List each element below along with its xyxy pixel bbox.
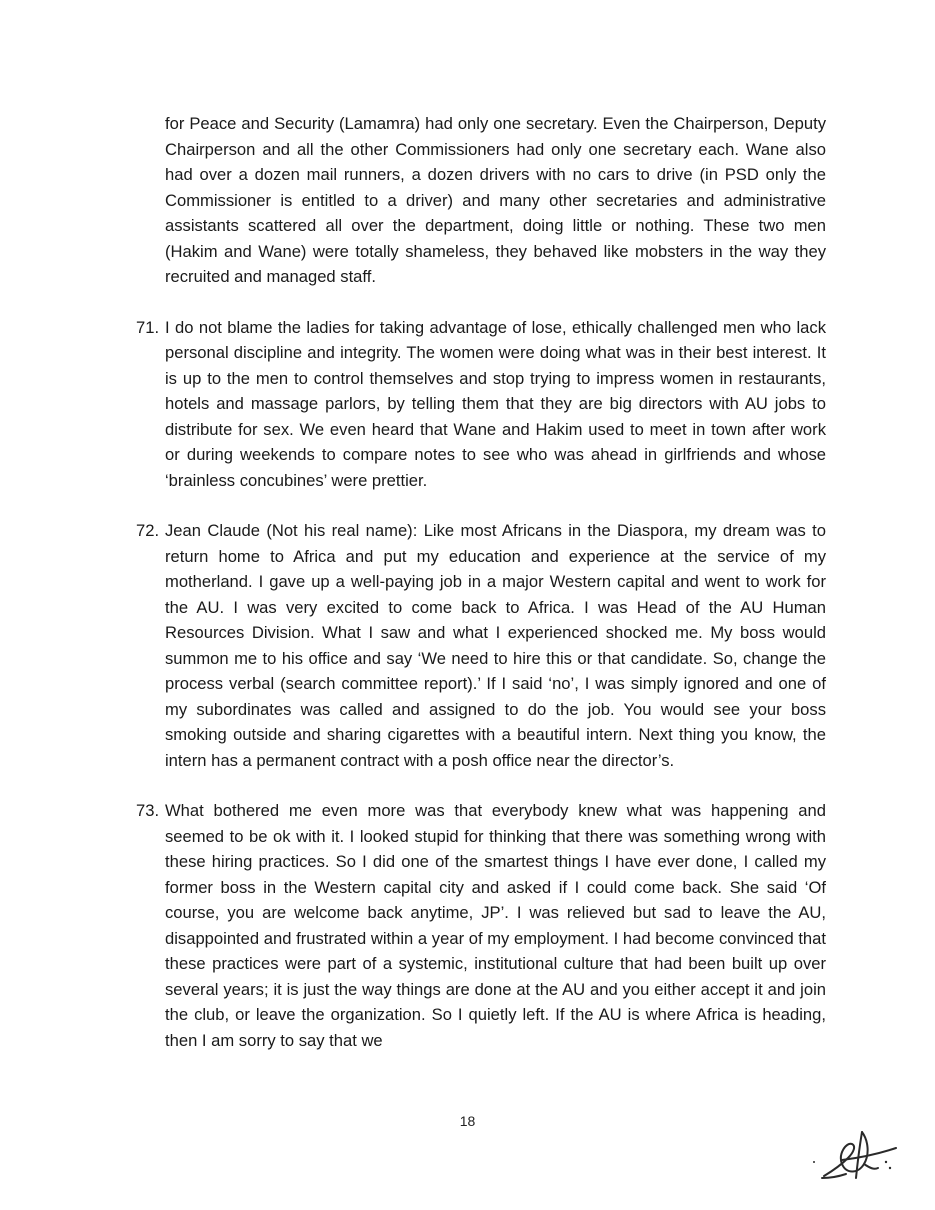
- paragraph-number: 71.: [136, 317, 160, 337]
- numbered-paragraph-72: [136, 518, 826, 773]
- signature-mark: [808, 1118, 908, 1190]
- paragraph-number: 72.: [136, 521, 160, 540]
- paragraph-text: Jean Claude (Not his real name): Like most Africans in the Diaspora, my dream was to return home to Africa and put my education and experience at the service of my motherland. I gave up a well-paying job in a major Western capital and went to work for the AU. I was very excited to come back to Africa. I was Head of the AU Human Resources Division. What I saw and what I experienced shocked me. My boss would summon me to his office and say ‘We need to hire this or that candidate. So, change the process verbal (search committee report).’ If I said ‘no’, I was simply ignored and one of my subordinates was called and assigned to do the job. You would see your boss smoking outside and sharing cigarettes with a beautiful intern. Next thing you know, the intern has a permanent contract with a posh office near the director’s.: [165, 521, 826, 770]
- numbered-paragraph-73: [136, 798, 826, 1053]
- paragraph-text: What bothered me even more was that everybody knew what was happening and seemed to be ok with it. I looked stupid for thinking that there was something wrong with these hiring practices. So I did one of the smartest things I have ever done, I called my former boss in the Western capital city and asked if I could come back. She said ‘Of course, you are welcome back anytime, JP’. I was relieved but sad to leave the AU, disappointed and frustrated within a year of my employment. I had become convinced that these practices were part of a systemic, institutional culture that had been built up over several years; it is just the way things are done at the AU and you either accept it and join the club, or leave the organization. So I quietly left. If the AU is where Africa is heading, then I am sorry to say that we: [165, 801, 826, 1050]
- page-number: 18: [459, 1113, 476, 1129]
- paragraph-number: 73.: [136, 801, 160, 820]
- continued-paragraph: for Peace and Security (Lamamra) had only one secretary. Even the Chairperson, Deputy Chairperson and all the other Commissioners had only one secretary each. Wane also had over a dozen mail runners, a dozen drivers with no cars to drive (in PSD only the Commissioner is entitled to a driver) and many other secretaries and administrative assistants scattered all over the department, doing little or nothing. These two men (Hakim and Wane) were totally shameless, they behaved like mobsters in the way they recruited and managed staff.: [165, 114, 826, 286]
- paragraph-text: I do not blame the ladies for taking advantage of lose, ethically challenged men who lack personal discipline and integrity. The women were doing what was in their best interest. It is up to the men to control themselves and stop trying to impress women in restaurants, hotels and massage parlors, by telling them that they are big directors with AU jobs to distribute for sex. We even heard that Wane and Hakim used to meet in town after work or during weekends to compare notes to see who was ahead in girlfriends and whose ‘brainless concubines’ were prettier.: [165, 317, 826, 490]
- numbered-paragraph-71: [136, 315, 826, 494]
- document-body: [136, 111, 826, 1078]
